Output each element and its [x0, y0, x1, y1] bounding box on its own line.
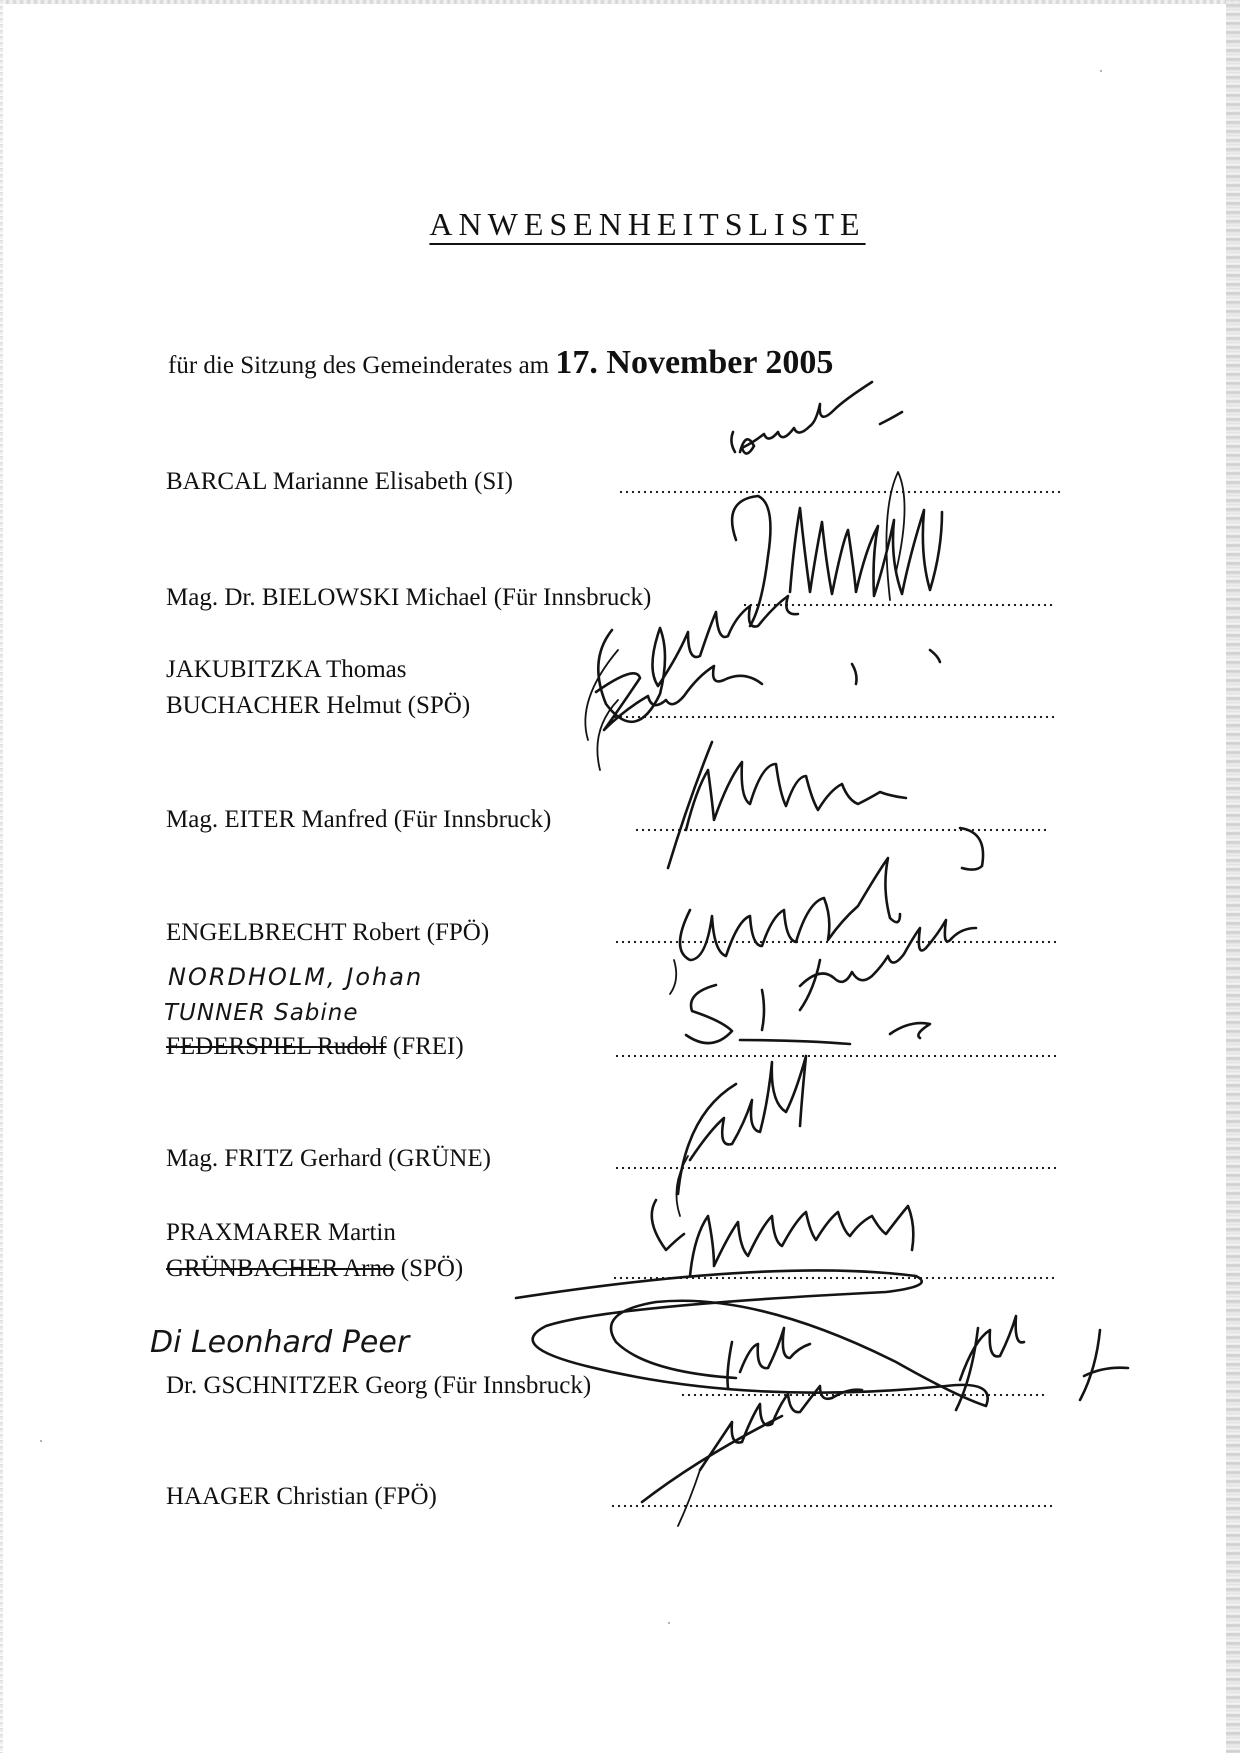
scan-edge-left: [0, 0, 3, 1753]
member-name-1: PRAXMARER Martin: [166, 1219, 396, 1246]
member-name: BARCAL Marianne Elisabeth (SI): [166, 468, 513, 495]
member-entry-praxmarer-gruenbacher: [166, 1215, 463, 1287]
member-party: (SPÖ): [400, 1255, 464, 1282]
member-entry-barcal: [166, 464, 513, 500]
session-subtitle: [168, 344, 833, 382]
signature-line: [612, 1276, 1056, 1280]
member-name-line: [166, 1029, 464, 1065]
signature-barcal: [731, 382, 902, 454]
member-name: HAAGER Christian (FPÖ): [166, 1483, 437, 1510]
signature-line: [634, 828, 1050, 832]
handwritten-substitute-name-2: TUNNER Sabine: [164, 1000, 359, 1026]
scan-speck: [1100, 70, 1102, 72]
signature-line: [618, 490, 1062, 494]
signature-line: [614, 1054, 1056, 1058]
member-name-2: BUCHACHER Helmut (SPÖ): [166, 692, 471, 719]
member-entry-engelbrecht: [166, 915, 489, 951]
member-entry-fritz: [166, 1141, 491, 1177]
member-entry-eiter: [166, 802, 551, 838]
member-name: Mag. Dr. BIELOWSKI Michael (Für Innsbruck): [166, 584, 652, 611]
struck-member-name: FEDERSPIEL Rudolf: [166, 1033, 387, 1060]
member-name-1: JAKUBITZKA Thomas: [166, 656, 407, 683]
signature-line: [742, 603, 1054, 607]
signature-line: [610, 1504, 1052, 1508]
member-name: Mag. EITER Manfred (Für Innsbruck): [166, 806, 552, 833]
signature-line: [614, 940, 1056, 944]
scan-speck: [40, 1440, 42, 1442]
scan-speck: [668, 1622, 670, 1624]
member-entry-federspiel: [166, 1029, 464, 1065]
member-entry-bielowski: [166, 580, 651, 616]
struck-member-name: GRÜNBACHER Arno: [166, 1255, 395, 1282]
member-name: Mag. FRITZ Gerhard (GRÜNE): [166, 1145, 491, 1172]
subtitle-text: für die Sitzung des Gemeinderates am: [168, 352, 550, 379]
signature-gschnitzer: [516, 1270, 1128, 1410]
member-name-line-2: [166, 1251, 463, 1287]
member-name: Dr. GSCHNITZER Georg (Für Innsbruck): [166, 1372, 592, 1399]
handwritten-substitute-name-1: NORDHOLM, Johan: [168, 963, 424, 991]
signature-engelbrecht: [670, 858, 900, 994]
scan-edge-right: [1226, 0, 1240, 1753]
signature-jakubitzka-buchacher: [585, 596, 940, 770]
member-party: (FREI): [392, 1033, 464, 1060]
scan-edge-top: [0, 0, 1240, 4]
signature-line: [614, 1166, 1056, 1170]
signature-eiter: [668, 742, 983, 870]
signature-federspiel-replacement: [686, 920, 976, 1044]
signature-line: [612, 715, 1056, 719]
member-entry-haager: [166, 1479, 437, 1515]
signature-praxmarer: [652, 1200, 914, 1276]
member-entry-jakubitzka-buchacher: [166, 652, 470, 724]
signature-fritz: [676, 1056, 806, 1216]
document-title: ANWESENHEITSLISTE: [429, 206, 866, 242]
signature-line: [680, 1393, 1048, 1397]
member-entry-gschnitzer: [166, 1368, 591, 1404]
handwritten-substitute-name-3: Di Leonhard Peer: [150, 1325, 410, 1360]
session-date: 17. November 2005: [555, 344, 834, 381]
member-name: ENGELBRECHT Robert (FPÖ): [166, 919, 490, 946]
